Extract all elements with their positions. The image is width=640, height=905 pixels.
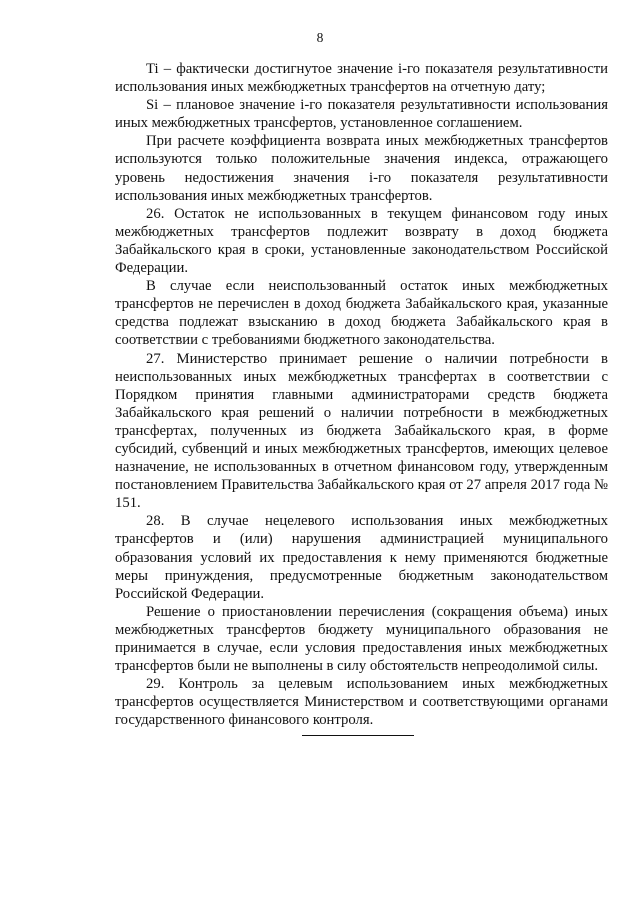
paragraph-ti-definition: Ti – фактически достигнутое значение i-го показателя результативности использования иных межбюджетных трансфертов на отчетную дату; [115,61,608,96]
paragraph-return-coefficient: При расчете коэффициента возврата иных межбюджетных трансфертов используются только положительные значения индекса, отражающего уровень недостижения значения i-го показателя результативности использования иных межбюджетных трансфертов. [115,133,608,204]
page-number: 8 [316,30,324,45]
paragraph-item-26: 26. Остаток не использованных в текущем финансовом году иных межбюджетных трансфертов подлежит возврату в доход бюджета Забайкальского края в сроки, установленные законодательством Российской Федерации. [115,205,608,277]
paragraph-suspension-decision: Решение о приостановлении перечисления (сокращения объема) иных межбюджетных трансфертов бюджету муниципального образования не принимается в случае, если условия предоставления иных межбюджетных трансфертов были не выполнены в силу обстоятельств непреодолимой силы. [115,603,608,675]
paragraph-item-29: 29. Контроль за целевым использованием иных межбюджетных трансфертов осуществляется Министерством и соответствующими органами государственного финансового контроля. [115,676,608,729]
paragraph-item-28: 28. В случае нецелевого использования иных межбюджетных трансфертов и (или) нарушения администрацией муниципального образования условий их предоставления к нему применяются бюджетные меры принуждения, предусмотренные бюджетным законодательством Российской Федерации. [115,513,608,602]
paragraph-si-definition: Si – плановое значение i-го показателя результативности использования иных межбюджетных трансфертов, установленное соглашением. [115,97,608,132]
document-body [115,60,608,729]
paragraph-unused-balance: В случае если неиспользованный остаток иных межбюджетных трансфертов не перечислен в доход бюджета Забайкальского края, указанные средства подлежат взысканию в доход бюджета Забайкальского края в соответствии с требованиями бюджетного законодательства. [115,278,608,349]
paragraph-item-27: 27. Министерство принимает решение о наличии потребности в неиспользованных иных межбюджетных трансфертах в соответствии с Порядком принятия главными администраторами средств бюджета Забайкальского края решений о наличии потребности в межбюджетных трансфертах, полученных из бюджета Забайкальского края, в форме субсидий, субвенций и иных межбюджетных трансфертов, имеющих целевое назначение, не использованных в отчетном финансовом году, утвержденным постановлением Правительства Забайкальского края от 27 апреля 2017 года № 151. [115,350,608,512]
closing-divider-line [302,735,414,736]
